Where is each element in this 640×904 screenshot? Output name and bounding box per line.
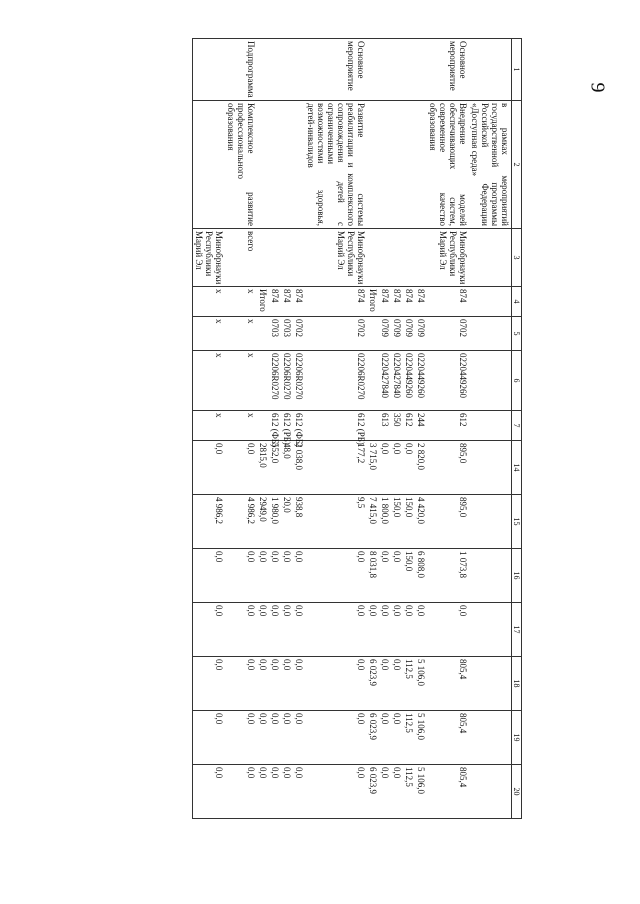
table-cell: 5 106,0 bbox=[415, 657, 427, 711]
table-cell: 0702 bbox=[293, 317, 305, 351]
table-cell: 5 106,0 bbox=[415, 765, 427, 819]
table-cell: x bbox=[225, 411, 257, 441]
header-cell: 7 bbox=[512, 411, 522, 441]
table-cell: 0,0 bbox=[269, 603, 281, 657]
header-row bbox=[512, 39, 522, 819]
table-cell: 7 415,0 bbox=[367, 495, 379, 549]
table-cell: 895,0 bbox=[427, 441, 469, 495]
table-cell: 1 073,8 bbox=[427, 549, 469, 603]
table-cell: 02206R0270 bbox=[305, 351, 367, 411]
table-cell: 02206R0270 bbox=[293, 351, 305, 411]
table-cell: 0,0 bbox=[379, 441, 391, 495]
table-cell bbox=[257, 101, 269, 229]
table-row bbox=[257, 39, 269, 819]
table-cell bbox=[281, 101, 293, 229]
table-cell: x bbox=[193, 287, 226, 317]
table-cell: 612 bbox=[403, 411, 415, 441]
table-cell: 0,0 bbox=[281, 711, 293, 765]
table-cell: 0,0 bbox=[415, 603, 427, 657]
table-cell bbox=[281, 39, 293, 101]
table-cell: 874 bbox=[427, 287, 469, 317]
table-cell bbox=[379, 229, 391, 287]
table-cell bbox=[469, 657, 512, 711]
table-cell bbox=[257, 411, 269, 441]
table-cell bbox=[193, 39, 226, 101]
table-cell: 0,0 bbox=[269, 549, 281, 603]
table-cell: 0709 bbox=[379, 317, 391, 351]
table-cell bbox=[293, 101, 305, 229]
table-cell: 02206R0270 bbox=[269, 351, 281, 411]
table-row bbox=[469, 39, 512, 819]
table-cell: 150,0 bbox=[403, 549, 415, 603]
table-cell bbox=[469, 39, 512, 101]
table-cell: 2 820,0 bbox=[415, 441, 427, 495]
table-row bbox=[225, 39, 257, 819]
table-cell: 150,0 bbox=[391, 495, 403, 549]
table-cell: 0702 bbox=[305, 317, 367, 351]
table-cell: 874 bbox=[379, 287, 391, 317]
table-cell bbox=[269, 39, 281, 101]
table-row bbox=[379, 39, 391, 819]
table-cell: 0,0 bbox=[427, 603, 469, 657]
table-cell: 0709 bbox=[391, 317, 403, 351]
table-cell: 805,4 bbox=[427, 711, 469, 765]
header-cell: 17 bbox=[512, 603, 522, 657]
table-cell: 350 bbox=[391, 411, 403, 441]
table-cell: 874 bbox=[391, 287, 403, 317]
table-cell: 0,0 bbox=[391, 657, 403, 711]
header-cell: 16 bbox=[512, 549, 522, 603]
table-cell bbox=[403, 101, 415, 229]
table-cell bbox=[367, 317, 379, 351]
table-cell: 0220449260 bbox=[415, 351, 427, 411]
table-cell: Основное мероприятие bbox=[305, 39, 367, 101]
table-cell: 805,4 bbox=[427, 657, 469, 711]
table-cell bbox=[293, 39, 305, 101]
table-cell: Внедрение моделей обеспечивающих систем, современное качество образования bbox=[427, 101, 469, 229]
table-cell: 1 980,0 bbox=[269, 495, 281, 549]
table-cell: 874 bbox=[403, 287, 415, 317]
table-cell: 0,0 bbox=[257, 657, 269, 711]
table-cell: Комплексное развитие профессионального образования bbox=[225, 101, 257, 229]
header-cell: 19 bbox=[512, 711, 522, 765]
table-cell bbox=[415, 39, 427, 101]
rotated-page bbox=[112, 38, 522, 818]
table-cell: 112,5 bbox=[403, 657, 415, 711]
table-cell: 0,0 bbox=[367, 603, 379, 657]
table-cell: 612 (ФБ) bbox=[293, 411, 305, 441]
table-cell: Подпрограмма bbox=[225, 39, 257, 101]
table-row bbox=[293, 39, 305, 819]
table-cell: 612 bbox=[427, 411, 469, 441]
table-cell bbox=[281, 229, 293, 287]
table-cell: 0,0 bbox=[293, 603, 305, 657]
table-cell bbox=[469, 411, 512, 441]
table-cell: 874 bbox=[281, 287, 293, 317]
table-cell bbox=[403, 39, 415, 101]
table-cell: 0,0 bbox=[379, 711, 391, 765]
table-cell: 112,5 bbox=[403, 711, 415, 765]
table-cell: 0,0 bbox=[269, 657, 281, 711]
table-cell: 613 bbox=[379, 411, 391, 441]
table-cell: 0,0 bbox=[305, 603, 367, 657]
table-cell: 1 800,0 bbox=[379, 495, 391, 549]
table-cell: 0,0 bbox=[193, 441, 226, 495]
table-cell: 0,0 bbox=[225, 765, 257, 819]
header-cell: 15 bbox=[512, 495, 522, 549]
table-row bbox=[193, 39, 226, 819]
header-cell: 14 bbox=[512, 441, 522, 495]
table-cell: 0,0 bbox=[391, 441, 403, 495]
table-row bbox=[391, 39, 403, 819]
table-cell: 938,8 bbox=[293, 495, 305, 549]
table-body bbox=[193, 39, 512, 819]
table-cell bbox=[391, 101, 403, 229]
table-cell bbox=[257, 317, 269, 351]
budget-table bbox=[192, 38, 522, 819]
table-cell: 4 986,2 bbox=[193, 495, 226, 549]
table-cell bbox=[469, 765, 512, 819]
table-cell: 0,0 bbox=[305, 657, 367, 711]
table-cell: 2 038,0 bbox=[293, 441, 305, 495]
table-cell: 02206R0270 bbox=[281, 351, 293, 411]
table-cell bbox=[257, 229, 269, 287]
table-cell bbox=[469, 495, 512, 549]
table-cell: 874 bbox=[305, 287, 367, 317]
table-cell bbox=[469, 441, 512, 495]
table-cell: всего bbox=[225, 229, 257, 287]
table-cell: 0709 bbox=[403, 317, 415, 351]
table-cell bbox=[367, 101, 379, 229]
table-cell bbox=[367, 351, 379, 411]
table-cell: 0,0 bbox=[193, 549, 226, 603]
table-cell: 0702 bbox=[427, 317, 469, 351]
table-cell bbox=[257, 351, 269, 411]
table-cell: 0,0 bbox=[281, 765, 293, 819]
table-cell: 0,0 bbox=[391, 549, 403, 603]
table-cell: 612 (РБ) bbox=[281, 411, 293, 441]
table-cell bbox=[469, 317, 512, 351]
table-cell: 874 bbox=[293, 287, 305, 317]
table-cell: x bbox=[225, 351, 257, 411]
table-cell: 0,0 bbox=[225, 441, 257, 495]
table-cell: Минобрнауки Республики Марий Эл bbox=[427, 229, 469, 287]
table-cell: 0,0 bbox=[293, 765, 305, 819]
table-cell: 612 (РБ) bbox=[305, 411, 367, 441]
table-cell: 0,0 bbox=[391, 711, 403, 765]
table-cell: 0220427840 bbox=[379, 351, 391, 411]
table-cell: 0703 bbox=[269, 317, 281, 351]
table-cell bbox=[367, 411, 379, 441]
table-cell: 0,0 bbox=[379, 765, 391, 819]
table-cell: 0220427840 bbox=[391, 351, 403, 411]
table-cell: 0,0 bbox=[269, 765, 281, 819]
table-cell bbox=[469, 351, 512, 411]
table-cell bbox=[391, 229, 403, 287]
table-cell: Минобрнауки Республики Марий Эл bbox=[305, 229, 367, 287]
table-row bbox=[269, 39, 281, 819]
table-cell: 0,0 bbox=[225, 657, 257, 711]
table-cell: 0,0 bbox=[305, 549, 367, 603]
table-cell: 150,0 bbox=[403, 495, 415, 549]
table-cell bbox=[367, 39, 379, 101]
table-cell: 4 986,2 bbox=[225, 495, 257, 549]
header-cell: 6 bbox=[512, 351, 522, 411]
table-cell: 0,0 bbox=[305, 765, 367, 819]
table-cell: 5 106,0 bbox=[415, 711, 427, 765]
table-cell bbox=[403, 229, 415, 287]
table-cell: 0,0 bbox=[257, 549, 269, 603]
table-cell: 6 808,0 bbox=[415, 549, 427, 603]
table-cell: 0,0 bbox=[391, 765, 403, 819]
table-cell: 0,0 bbox=[391, 603, 403, 657]
table-cell: 48,0 bbox=[281, 441, 293, 495]
table-cell: 244 bbox=[415, 411, 427, 441]
table-cell: 4 420,0 bbox=[415, 495, 427, 549]
table-cell: 0,0 bbox=[281, 657, 293, 711]
header-cell: 20 bbox=[512, 765, 522, 819]
table-cell: 0,0 bbox=[403, 603, 415, 657]
table-cell: 0,0 bbox=[379, 657, 391, 711]
table-cell bbox=[379, 39, 391, 101]
table-cell: 6 023,9 bbox=[367, 711, 379, 765]
table-cell: Итого bbox=[257, 287, 269, 317]
table-cell bbox=[257, 39, 269, 101]
table-cell: 874 bbox=[415, 287, 427, 317]
table-cell: 0220449260 bbox=[427, 351, 469, 411]
table-cell: 0,0 bbox=[225, 549, 257, 603]
table-cell: Итого bbox=[367, 287, 379, 317]
table-cell: 177,2 bbox=[305, 441, 367, 495]
table-cell bbox=[415, 229, 427, 287]
table-cell: 112,5 bbox=[403, 765, 415, 819]
table-cell bbox=[193, 101, 226, 229]
table-cell: 0,0 bbox=[225, 603, 257, 657]
table-cell bbox=[469, 229, 512, 287]
table-cell: 0,0 bbox=[257, 765, 269, 819]
table-cell: 0,0 bbox=[403, 441, 415, 495]
table-row bbox=[427, 39, 469, 819]
table-row bbox=[403, 39, 415, 819]
table-cell: 805,4 bbox=[427, 765, 469, 819]
table-cell: Основное мероприятие bbox=[427, 39, 469, 101]
table-cell bbox=[269, 229, 281, 287]
table-cell: 0,0 bbox=[193, 603, 226, 657]
table-cell: Минобрнауки Республики Марий Эл bbox=[193, 229, 226, 287]
table-cell: x bbox=[225, 317, 257, 351]
header-cell: 3 bbox=[512, 229, 522, 287]
table-cell bbox=[367, 229, 379, 287]
page-number: 9 bbox=[586, 82, 609, 93]
table-cell: 874 bbox=[269, 287, 281, 317]
table-cell: Развитие системы реабилитации и комплексного сопровождения детей с ограниченными возможностями здоровья, детей-инвалидов bbox=[305, 101, 367, 229]
table-cell: 0,0 bbox=[293, 549, 305, 603]
table-cell: 0,0 bbox=[193, 657, 226, 711]
table-cell: 0,0 bbox=[269, 711, 281, 765]
table-cell: x bbox=[193, 351, 226, 411]
table-cell: 0,0 bbox=[379, 603, 391, 657]
table-cell: 0,0 bbox=[293, 657, 305, 711]
header-cell: 2 bbox=[512, 101, 522, 229]
table-cell: 0,0 bbox=[281, 603, 293, 657]
table-cell: x bbox=[193, 411, 226, 441]
table-cell: 2815,0 bbox=[257, 441, 269, 495]
table-row bbox=[415, 39, 427, 819]
table-cell: 0,0 bbox=[193, 711, 226, 765]
table-cell bbox=[293, 229, 305, 287]
table-cell bbox=[469, 603, 512, 657]
table-cell: 0703 bbox=[281, 317, 293, 351]
header-cell: 18 bbox=[512, 657, 522, 711]
table-cell bbox=[415, 101, 427, 229]
header-cell: 5 bbox=[512, 317, 522, 351]
table-cell: 0,0 bbox=[257, 711, 269, 765]
table-cell: 0,0 bbox=[193, 765, 226, 819]
table-row bbox=[305, 39, 367, 819]
table-cell: 0220449260 bbox=[403, 351, 415, 411]
table-cell: 0,0 bbox=[293, 711, 305, 765]
table-cell: 0709 bbox=[415, 317, 427, 351]
table-cell: x bbox=[193, 317, 226, 351]
table-cell bbox=[469, 549, 512, 603]
table-cell: 3 715,0 bbox=[367, 441, 379, 495]
table-cell: 895,0 bbox=[427, 495, 469, 549]
table-cell: 20,0 bbox=[281, 495, 293, 549]
table-cell bbox=[391, 39, 403, 101]
table-cell bbox=[469, 287, 512, 317]
table-cell: 0,0 bbox=[225, 711, 257, 765]
table-cell: 6 023,9 bbox=[367, 765, 379, 819]
table-cell bbox=[469, 711, 512, 765]
table-cell: 2949,0 bbox=[257, 495, 269, 549]
table-cell: 552,0 bbox=[269, 441, 281, 495]
table-cell: 0,0 bbox=[281, 549, 293, 603]
header-cell: 4 bbox=[512, 287, 522, 317]
table-cell: 6 023,9 bbox=[367, 657, 379, 711]
table-cell bbox=[269, 101, 281, 229]
table-cell: в рамках мероприятий государственной программы Российской Федерации «Доступная среда» bbox=[469, 101, 512, 229]
table-cell: 0,0 bbox=[305, 711, 367, 765]
table-row bbox=[367, 39, 379, 819]
table-cell: x bbox=[225, 287, 257, 317]
table-cell: 8 031,8 bbox=[367, 549, 379, 603]
header-cell: 1 bbox=[512, 39, 522, 101]
table-cell bbox=[379, 101, 391, 229]
table-cell: 0,0 bbox=[379, 549, 391, 603]
table-cell: 0,0 bbox=[257, 603, 269, 657]
table-cell: 612 (ФБ) bbox=[269, 411, 281, 441]
table-cell: 9,5 bbox=[305, 495, 367, 549]
table-row bbox=[281, 39, 293, 819]
